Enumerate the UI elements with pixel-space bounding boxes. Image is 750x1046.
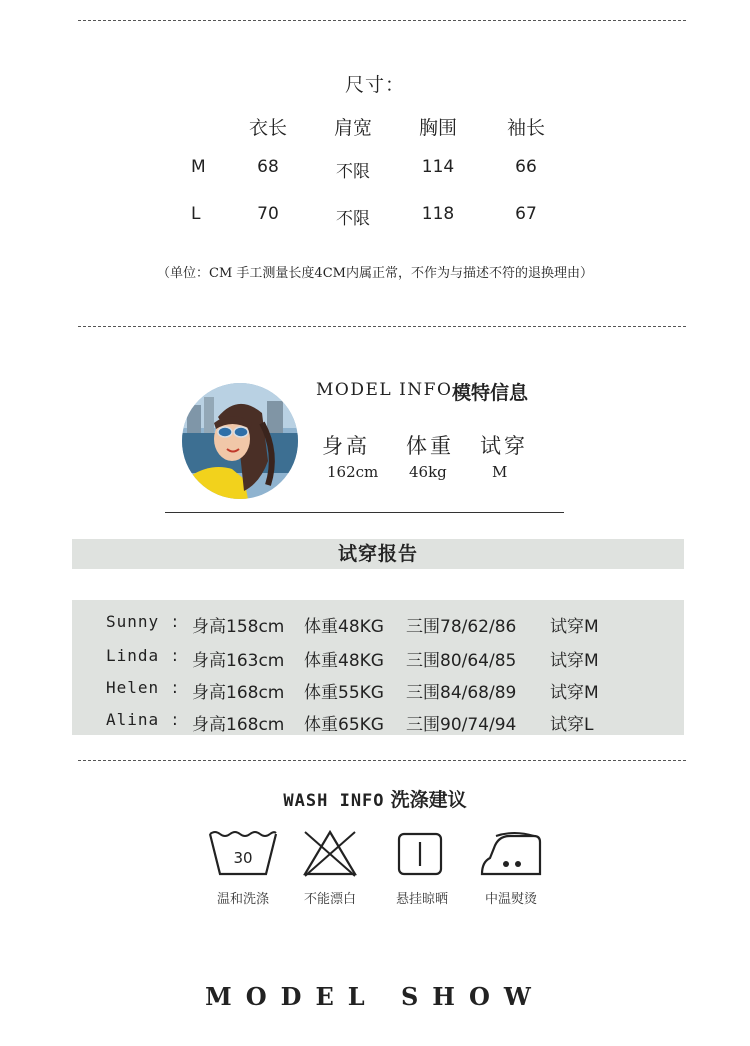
tester-weight: 体重48KG [304,617,384,637]
tester-weight: 体重48KG [304,651,384,671]
tester-size: 试穿M [550,651,599,671]
size-value: 67 [515,204,537,224]
header-bust: 胸围 [418,117,457,139]
size-value: 114 [421,157,455,177]
tester-name: Helen [106,678,160,697]
wash-info-title-en: WASH INFO [283,791,385,811]
size-value: 118 [421,204,455,224]
wash-info-title [0,785,750,812]
tester-size: 试穿M [550,683,599,703]
model-show-heading: MODEL SHOW [205,982,545,1011]
tester-measurements: 三围90/74/94 [406,715,517,735]
model-size-value: M [492,463,508,481]
wash-label-iron: 中温熨烫 [484,892,537,907]
tester-weight: 体重65KG [304,715,384,735]
divider-top [78,20,686,21]
header-sleeve: 袖长 [506,117,545,139]
tester-size: 试穿L [550,715,594,735]
tester-name: Linda [106,646,160,665]
wash-30-icon [206,828,280,880]
report-table [72,600,684,735]
model-avatar [182,383,298,499]
model-height-value: 162cm [327,463,379,481]
tester-height: 身高168cm [192,715,285,735]
tester-name: Alina [106,710,160,729]
model-info-title: MODEL INFO [316,380,453,400]
size-note: （单位：CM 手工测量长度4CM内属正常，不作为与描述不符的退换理由） [157,266,593,281]
tester-measurements: 三围84/68/89 [406,683,517,703]
wash-temp: 30 [233,849,253,867]
tester-size: 试穿M [550,617,599,637]
hang-dry-icon [385,828,459,880]
header-shoulder: 肩宽 [333,117,372,139]
no-bleach-icon [293,828,367,880]
colon: : [172,678,178,698]
divider-lower [78,760,686,761]
size-value: 不限 [336,162,370,182]
tester-measurements: 三围80/64/85 [406,651,517,671]
header-length: 衣长 [248,117,287,139]
model-weight-label: 体重 [406,434,454,458]
model-info-title-cn: 模特信息 [452,382,529,404]
size-value: 70 [257,204,279,224]
size-label: M [191,157,206,177]
size-value: 不限 [336,209,370,229]
model-weight-value: 46kg [409,463,447,481]
size-value: 68 [257,157,279,177]
tester-weight: 体重55KG [304,683,384,703]
size-chart-title: 尺寸： [344,74,405,96]
model-size-label: 试穿 [480,434,528,458]
tester-name: Sunny [106,612,160,631]
colon: : [172,612,178,632]
size-label: L [191,204,201,224]
model-height-label: 身高 [322,434,370,458]
size-value: 66 [515,157,537,177]
model-info-underline [165,512,564,513]
tester-height: 身高158cm [192,617,285,637]
wash-label-hang-dry: 悬挂晾晒 [395,892,448,907]
report-title: 试穿报告 [72,539,684,569]
wash-info-title-cn: 洗涤建议 [390,789,467,811]
tester-height: 身高168cm [192,683,285,703]
iron-medium-icon [474,828,548,880]
colon: : [172,646,178,666]
divider-mid [78,326,686,327]
tester-measurements: 三围78/62/86 [406,617,517,637]
tester-height: 身高163cm [192,651,285,671]
colon: : [172,710,178,730]
wash-label-gentle: 温和洗涤 [216,892,269,907]
wash-label-no-bleach: 不能漂白 [303,892,356,907]
model-photo [182,383,298,499]
